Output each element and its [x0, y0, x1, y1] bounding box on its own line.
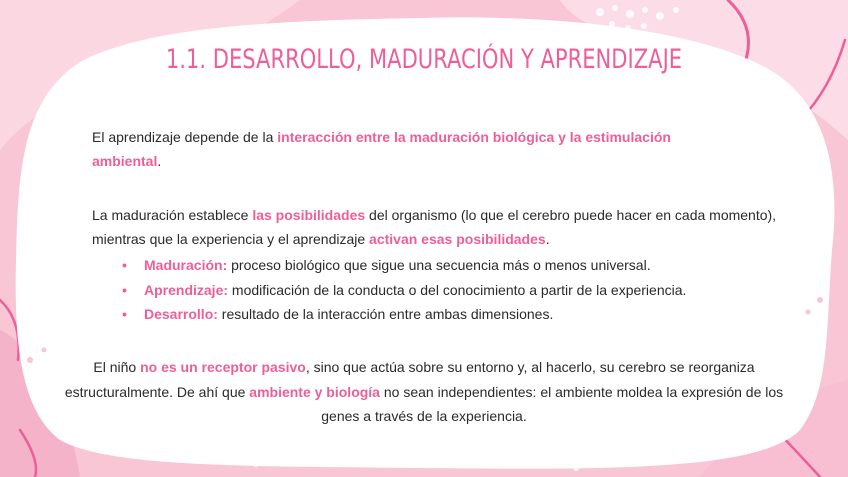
list-item-text: proceso biológico que sigue una secuencia más o menos universal.	[227, 257, 651, 273]
paragraph-3-text-c: no sean independientes: el ambiente moldea la expresión de los genes a través de la experiencia.	[321, 383, 784, 424]
paragraph-3	[50, 355, 798, 429]
paragraph-3-text-b: , sino que actúa sobre su entorno y, al hacerlo, su cerebro se reorganiza estructuralmente. De ahí que	[64, 359, 755, 400]
slide-title: 1.1. DESARROLLO, MADURACIÓN Y APRENDIZAJE	[165, 44, 683, 75]
list-item	[120, 253, 800, 278]
definitions-list	[120, 253, 800, 327]
paragraph-1-text: El aprendizaje depende de la	[92, 129, 278, 145]
list-item-text: modificación de la conducta o del conocimiento a partir de la experiencia.	[228, 281, 687, 298]
list-item-term: Aprendizaje:	[144, 281, 229, 298]
paragraph-2-text-c: .	[545, 231, 550, 247]
list-item-term: Maduración:	[144, 257, 228, 273]
paragraph-2-text-b: del organismo (lo que el cerebro puede hacer en cada momento), mientras que la experiencia y el aprendizaje	[92, 207, 777, 247]
paragraph-3-highlight-b: ambiente y biología	[249, 383, 380, 400]
bullet-icon: •	[122, 281, 127, 298]
list-item-term: Desarrollo:	[144, 306, 218, 322]
bullet-icon: •	[122, 257, 127, 273]
paragraph-3-highlight-a: no es un receptor pasivo	[140, 359, 306, 375]
paragraph-2	[92, 203, 792, 251]
paragraph-1-end: .	[157, 153, 162, 169]
paragraph-3-text-a: El niño	[93, 359, 141, 375]
bullet-icon: •	[122, 306, 127, 322]
paragraph-2-highlight-a: las posibilidades	[252, 207, 366, 223]
paragraph-1	[92, 125, 732, 173]
paragraph-2-highlight-b: activan esas posibilidades	[369, 231, 546, 247]
list-item-text: resultado de la interacción entre ambas dimensiones.	[217, 306, 554, 322]
list-item	[120, 278, 800, 303]
paragraph-2-text-a: La maduración establece	[92, 207, 253, 223]
list-item	[120, 302, 800, 327]
paragraph-1-highlight: interacción entre la maduración biológica y la estimulación ambiental	[92, 129, 671, 169]
